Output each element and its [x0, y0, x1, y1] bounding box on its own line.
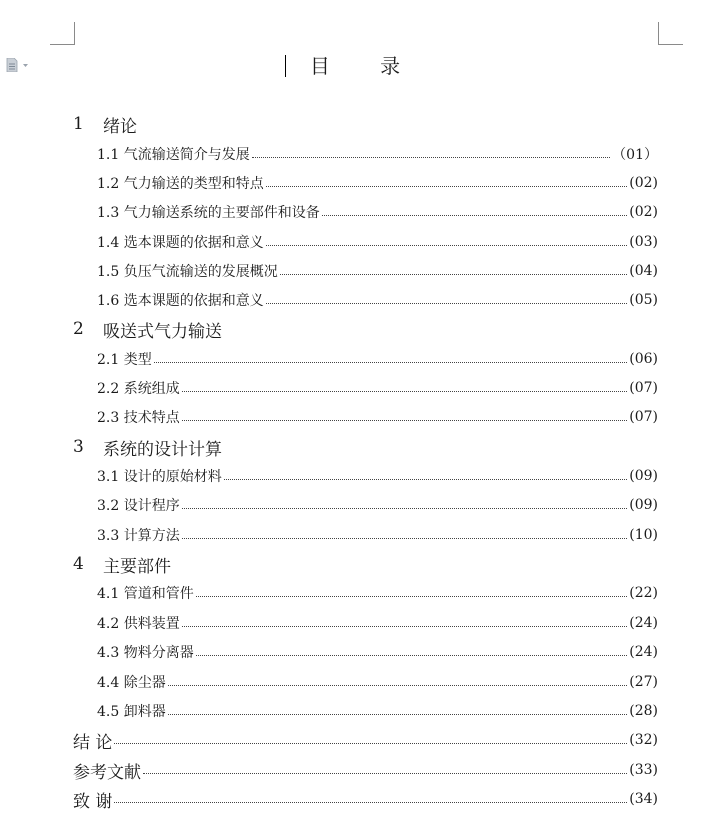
- chapter-title: 系统的设计计算: [103, 439, 222, 460]
- text-cursor: [285, 55, 286, 77]
- page-number: (28): [629, 703, 658, 719]
- margin-corner-mark: [50, 22, 75, 45]
- dot-leader: [196, 655, 628, 656]
- page-number: (02): [629, 175, 658, 191]
- page-number: (02): [629, 204, 658, 220]
- page-number: (10): [629, 527, 658, 543]
- page-number: (03): [629, 234, 658, 250]
- page-number: (32): [629, 732, 658, 748]
- dot-leader: [266, 245, 628, 246]
- chapter-number: 4: [73, 554, 84, 574]
- page-number: (04): [629, 263, 658, 279]
- toc-section: [97, 641, 658, 663]
- section-title: 1.3 气力输送系统的主要部件和设备: [97, 205, 320, 221]
- dot-leader: [182, 626, 628, 627]
- chapter-number: 3: [73, 437, 84, 457]
- toc-section: [97, 289, 658, 311]
- dot-leader: [182, 508, 628, 509]
- toc-section: [97, 465, 658, 487]
- dot-leader: [252, 157, 610, 158]
- dot-leader: [196, 596, 628, 597]
- page-number: (24): [629, 615, 658, 631]
- dot-leader: [114, 743, 627, 744]
- dot-leader: [154, 362, 628, 363]
- page-number: (22): [629, 585, 658, 601]
- toc-section: [97, 612, 658, 634]
- dot-leader: [182, 420, 628, 421]
- dot-leader: [266, 186, 628, 187]
- page-number: (07): [629, 409, 658, 425]
- section-title: 4.3 物料分离器: [97, 645, 194, 661]
- dot-leader: [182, 538, 628, 539]
- section-title: 2.1 类型: [97, 352, 152, 368]
- dot-leader: [168, 685, 628, 686]
- page-title: [0, 50, 707, 79]
- toc-section: [97, 582, 658, 604]
- page-number: (05): [629, 292, 658, 308]
- dot-leader: [143, 773, 627, 774]
- section-title: 3.1 设计的原始材料: [97, 469, 222, 485]
- dot-leader: [266, 303, 628, 304]
- toc-chapter: [73, 113, 137, 135]
- page-number: (07): [629, 380, 658, 396]
- toc-end-entry: [73, 788, 658, 810]
- dot-leader: [182, 391, 628, 392]
- dot-leader: [168, 714, 628, 715]
- section-title: 4.4 除尘器: [97, 675, 166, 691]
- toc-section: [97, 700, 658, 722]
- page-number: (24): [629, 644, 658, 660]
- toc-chapter: [73, 318, 222, 340]
- chapter-title: 绪论: [103, 116, 137, 137]
- toc-end-entry: [73, 759, 658, 781]
- toc-chapter: [73, 553, 171, 575]
- toc-section: [97, 494, 658, 516]
- section-title: 1.2 气力输送的类型和特点: [97, 176, 264, 192]
- dot-leader: [322, 215, 628, 216]
- toc-section: [97, 172, 658, 194]
- page-number: (33): [629, 762, 658, 778]
- end-entry-title: 结 论: [73, 732, 113, 753]
- toc-end-entry: [73, 729, 658, 751]
- section-title: 2.2 系统组成: [97, 381, 180, 397]
- toc-section: [97, 406, 658, 428]
- chapter-title: 吸送式气力输送: [103, 321, 222, 342]
- page-number: (09): [629, 468, 658, 484]
- end-entry-title: 致 谢: [73, 791, 113, 812]
- toc-section: [97, 201, 658, 223]
- section-title: 3.3 计算方法: [97, 528, 180, 544]
- page-number: （01）: [612, 147, 658, 163]
- section-title: 4.2 供料装置: [97, 616, 180, 632]
- toc-section: [97, 260, 658, 282]
- chapter-title: 主要部件: [103, 556, 171, 577]
- dot-leader: [224, 479, 628, 480]
- section-title: 2.3 技术特点: [97, 410, 180, 426]
- dot-leader: [280, 274, 628, 275]
- toc-section: [97, 377, 658, 399]
- section-title: 1.1 气流输送简介与发展: [97, 147, 250, 163]
- page-number: (34): [629, 791, 658, 807]
- dot-leader: [114, 802, 627, 803]
- chapter-number: 2: [73, 319, 84, 339]
- section-title: 4.1 管道和管件: [97, 586, 194, 602]
- page-number: (06): [629, 351, 658, 367]
- section-title: 3.2 设计程序: [97, 498, 180, 514]
- toc-section: [97, 231, 658, 253]
- chapter-number: 1: [73, 114, 84, 134]
- section-title: 1.6 选本课题的依据和意义: [97, 293, 264, 309]
- toc-chapter: [73, 436, 222, 458]
- toc-section: [97, 348, 658, 370]
- toc-section: [97, 671, 658, 693]
- section-title: 1.5 负压气流输送的发展概况: [97, 264, 278, 280]
- toc-section: [97, 524, 658, 546]
- section-title: 1.4 选本课题的依据和意义: [97, 235, 264, 251]
- section-title: 4.5 卸料器: [97, 704, 166, 720]
- toc-section: [97, 143, 658, 165]
- page-number: (09): [629, 497, 658, 513]
- margin-corner-mark: [658, 22, 683, 45]
- end-entry-title: 参考文献: [73, 762, 141, 783]
- title-text: 目 录: [309, 54, 423, 78]
- page-number: (27): [629, 674, 658, 690]
